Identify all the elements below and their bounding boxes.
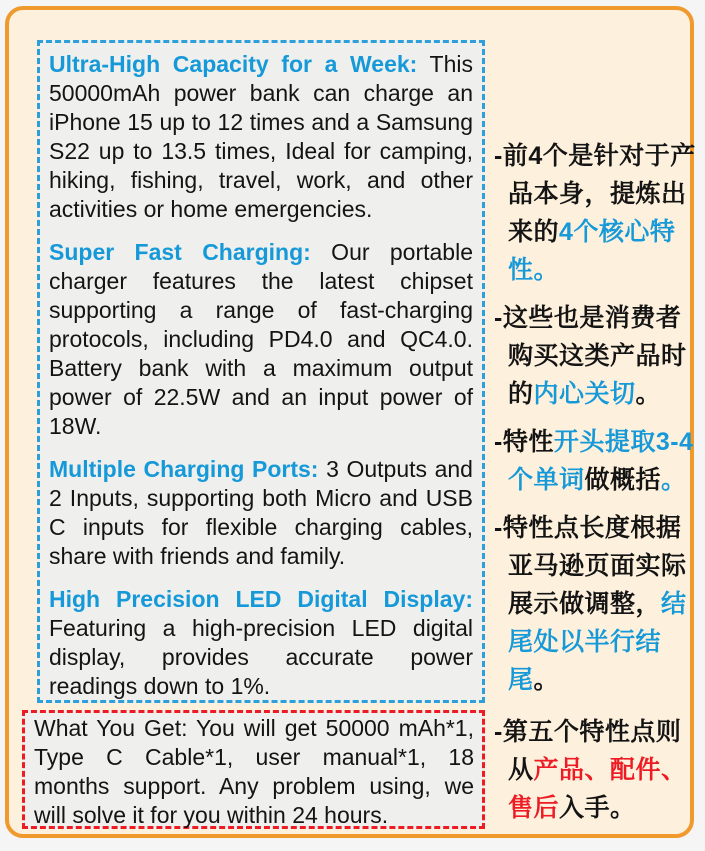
feature-paragraph [49,238,473,441]
annotation-note [494,509,705,699]
note-segment: 特性点长度根据亚马逊页面实际展示做调整， [502,514,687,618]
feature-heading: Ultra-High Capacity for a Week: [49,51,418,77]
note-segment: 特性 [502,428,554,456]
note-dash: - [494,428,503,456]
note-segment: 。 [661,466,687,494]
outer-frame [5,6,694,838]
feature-heading: High Precision LED Digital Display: [49,586,473,612]
note-segment: 产品、配件、售后 [508,756,687,822]
note-dash: - [494,142,503,170]
annotation-note [494,423,705,499]
feature-body: Featuring a high-precision LED digital display, provides accurate power readings down to 1%. [49,615,473,699]
note-dash: - [494,718,503,746]
what-you-get-box [22,710,485,829]
note-segment: 。 [635,380,662,408]
feature-paragraph [49,50,473,224]
feature-body: 3 Outputs and 2 Inputs, supporting both Micro and USB C inputs for flexible charging cables, share with friends and family. [49,456,473,569]
feature-bullets-box [37,40,485,703]
annotation-note [494,137,705,289]
what-you-get-text: What You Get: You will get 50000 mAh*1, Type C Cable*1, user manual*1, 18 months support. Any problem using, we will solve it for you within 24 hours. [34,715,474,828]
annotation-note [494,299,705,413]
feature-body: This 50000mAh power bank can charge an iPhone 15 up to 12 times and a Samsung S22 up to 13.5 times, Ideal for camping, hiking, fishing, travel, work, and other activities or home emergencies. [49,51,473,222]
note-segment: 内心关切 [533,380,636,408]
annotation-notes-lower [494,713,705,827]
note-dash: - [494,514,503,542]
annotation-note [494,713,705,827]
note-segment: 这些也是消费者购买这类产品时的 [502,304,687,408]
note-dash: - [494,304,503,332]
note-segment: 做概括 [584,466,662,494]
annotation-notes-upper [494,137,705,699]
feature-heading: Multiple Charging Ports: [49,456,319,482]
feature-paragraph [49,455,473,571]
note-segment: 开头提取3-4个单词 [508,428,694,494]
note-segment: 结尾处以半行结尾 [508,590,687,694]
note-segment: 。 [533,666,560,694]
note-segment: 4个核心特性。 [508,218,676,284]
note-segment: 前4个是针对于产品本身，提炼出来的 [502,142,696,246]
feature-paragraph [49,585,473,701]
note-segment: 入手。 [559,794,636,822]
feature-body: Our portable charger features the latest chipset supporting a range of fast-charging protocols, including PD4.0 and QC4.0. Battery bank with a maximum output power of 22.5W and an input power of 18W. [49,239,473,439]
note-segment: 第五个特性点则从 [502,718,682,784]
feature-heading: Super Fast Charging: [49,239,311,265]
